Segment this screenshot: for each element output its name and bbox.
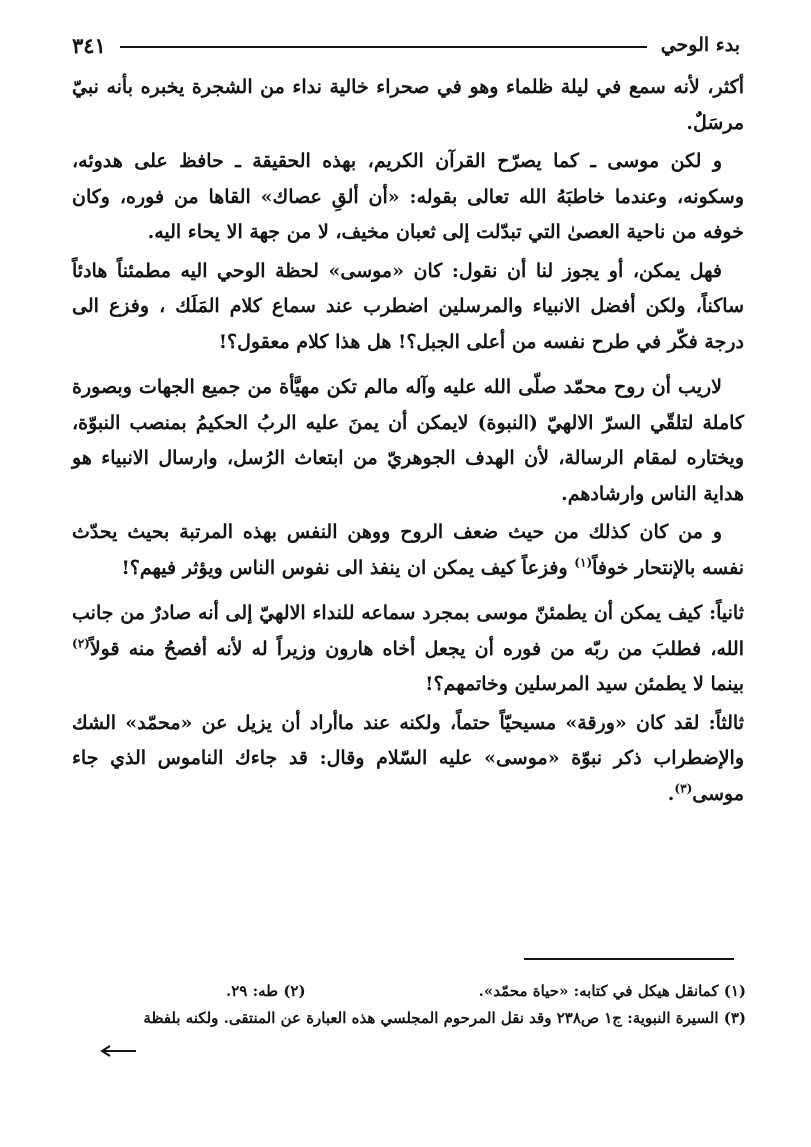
point-label-second: ثانياً: <box>709 602 744 624</box>
footnote-ref-2[interactable]: (٢) <box>72 636 90 651</box>
paragraph-7-text-a: لقد كان «ورقة» مسيحيّاً حتماً، ولكنه عند ماأراد أن يزيل عن «محمّد» الشك والإضطراب ذكر نبوّة «موسى» عليه السّلام وقال: قد جاءك الناموس الذي جاء موسى <box>72 711 744 805</box>
chapter-title: بدء الوحي <box>660 34 740 56</box>
paragraph-6 <box>72 596 744 703</box>
running-header <box>72 28 740 62</box>
footnote-3: (٣) السيرة النبوية: ج١ ص٢٣٨ وقد نقل المرحوم المجلسي هذه العبارة عن المنتقى. ولكنه بلفظة <box>143 1009 746 1027</box>
continuation-arrow-icon <box>98 1044 138 1058</box>
paragraph-1: أكثر، لأنه سمع في ليلة ظلماء وهو في صحراء خالية نداء من الشجرة يخبره بأنه نبيّ مرسَلٌ. <box>72 76 744 134</box>
header-rule <box>120 46 647 48</box>
footnote-2: (٢) طه: ٢٩. <box>226 982 306 1000</box>
page-number: ٣٤١ <box>72 32 106 58</box>
footnote-row <box>96 978 746 1005</box>
footnote-separator <box>524 958 734 960</box>
footnotes <box>96 978 746 1032</box>
footnote-ref-3[interactable]: (٣) <box>674 781 693 796</box>
paragraph-7 <box>72 706 744 813</box>
point-label-third: ثالثاً: <box>708 711 744 734</box>
main-text <box>72 70 744 815</box>
paragraph-7-text-b: . <box>667 782 675 805</box>
paragraph-6-text-b: بينما لا يطمئن سيد المرسلين وخاتمهم؟! <box>425 673 744 695</box>
paragraph-5-text-b: وفزعاً كيف يمكن ان ينفذ الى نفوس الناس ويؤثر فيهم؟! <box>121 556 575 579</box>
paragraph-4: لاريب أن روح محمّد صلّى الله عليه وآله مالم تكن مهيَّأة من جميع الجهات وبصورة كاملة لتلقّي السرّ الالهيّ (النبوة) لايمكن أن يمنَ عليه الربُ الحكيمُ بمنصب النبوّة، ويختاره لمقام الرسالة، لأن الهدف الجوهريّ من ابتعاث الرُسل، وارسال الانبياء هو هداية الناس وارشادهم. <box>72 376 744 505</box>
paragraph-5-text-a: و من كان كذلك من حيث ضعف الروح ووهن النفس بهذه المرتبة بحيث يحدّث نفسه بالإنتحار خوفاً <box>72 521 744 579</box>
paragraph-5 <box>72 515 744 586</box>
footnote-ref-1[interactable]: (١) <box>574 555 593 570</box>
paragraph-2: و لكن موسى ـ كما يصرّح القرآن الكريم، بهذه الحقيقة ـ حافظ على هدوئه، وسكونه، وعندما خاطبَهُ الله تعالى بقوله: «أن ألقِ عصاك» القاها من فوره، وكان خوفه من ناحية العصىٰ التي تبدّلت إلى ثعبان مخيف، لا من جهة الا يحاء اليه. <box>72 150 744 243</box>
paragraph-6-text-a: كيف يمكن أن يطمئنّ موسى بمجرد سماعه للنداء الالهيّ إلى أنه صادرٌ من جانب الله، فطلبَ من ربّه من فوره أن يجعل أخاه هارون وزيراً له لأنه أفصحُ منه قولاً <box>72 602 744 660</box>
paragraph-3: فهل يمكن، أو يجوز لنا أن نقول: كان «موسى» لحظة الوحي اليه مطمئناً هادئاً ساكناً، ولكن أفضل الانبياء والمرسلين اضطرب عند سماع كلام المَلَك ، وفزع الى درجة فكّر في طرح نفسه من أعلى الجبل؟! هل هذا كلام معقول؟! <box>72 259 744 353</box>
footnote-1: (١) كمانقل هيكل في كتابه: «حياة محمّد». <box>478 982 746 1000</box>
